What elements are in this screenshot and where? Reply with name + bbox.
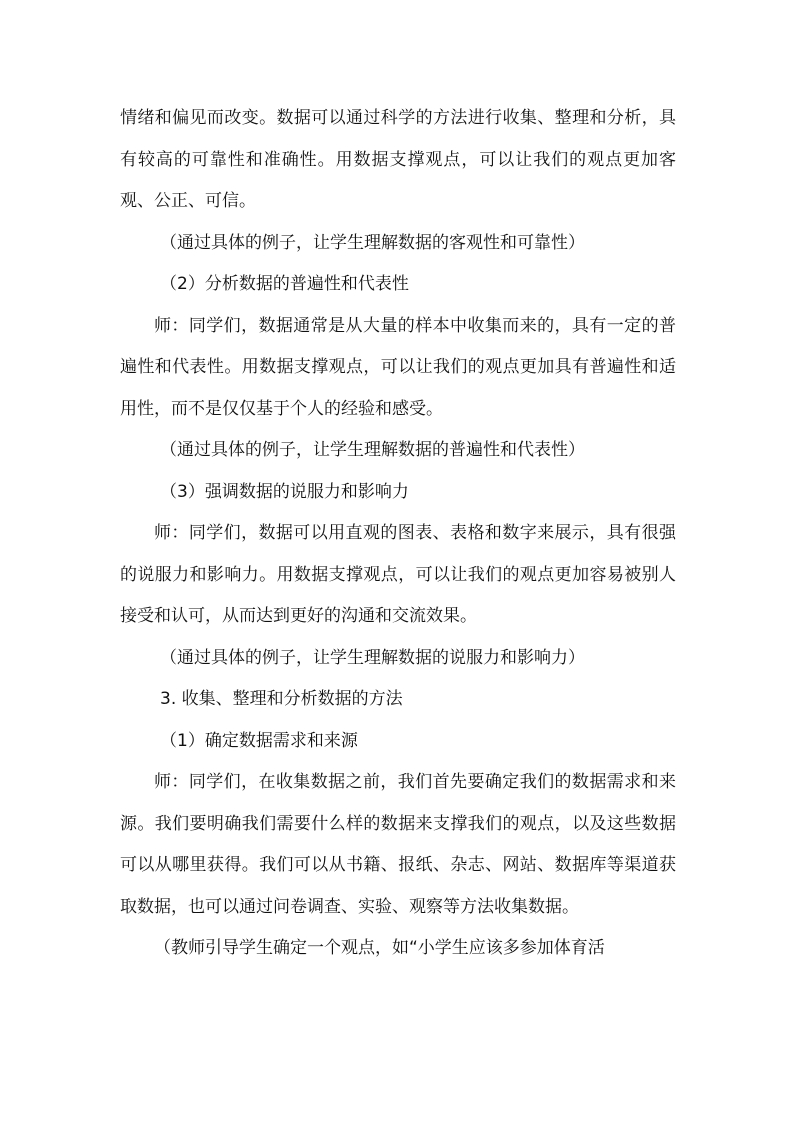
- note-paragraph: （通过具体的例子，让学生理解数据的说服力和影响力）: [160, 647, 585, 668]
- document-body: [120, 98, 676, 970]
- note-paragraph: （通过具体的例子，让学生理解数据的普遍性和代表性）: [160, 440, 585, 460]
- body-paragraph: 师：同学们，在收集数据之前，我们首先要确定我们的数据需求和来源。我们要明确我们需要什么样的数据来支撑我们的观点，以及这些数据可以从哪里获得。我们可以从书籍、报纸、杂志、网站、数据库等渠道获取数据，也可以通过问卷调查、实验、观察等方法收集数据。: [120, 772, 676, 917]
- section-heading: （2）分析数据的普遍性和代表性: [160, 274, 409, 294]
- section-heading: （3）强调数据的说服力和影响力: [160, 481, 409, 502]
- body-paragraph: 师：同学们，数据通常是从大量的样本中收集而来的，具有一定的普遍性和代表性。用数据支撑观点，可以让我们的观点更加具有普遍性和适用性，而不是仅仅基于个人的经验和感受。: [120, 315, 676, 419]
- note-paragraph: （教师引导学生确定一个观点，如“小学生应该多参加体育活: [154, 938, 605, 958]
- section-heading: 3. 收集、整理和分析数据的方法: [160, 689, 403, 709]
- body-paragraph: 情绪和偏见而改变。数据可以通过科学的方法进行收集、整理和分析，具有较高的可靠性和准确性。用数据支撑观点，可以让我们的观点更加客观、公正、可信。: [120, 108, 676, 211]
- body-paragraph: 师：同学们，数据可以用直观的图表、表格和数字来展示，具有很强的说服力和影响力。用数据支撑观点，可以让我们的观点更加容易被别人接受和认可，从而达到更好的沟通和交流效果。: [120, 523, 676, 626]
- subsection-heading: （1）确定数据需求和来源: [160, 730, 358, 751]
- note-paragraph: （通过具体的例子，让学生理解数据的客观性和可靠性）: [160, 232, 585, 253]
